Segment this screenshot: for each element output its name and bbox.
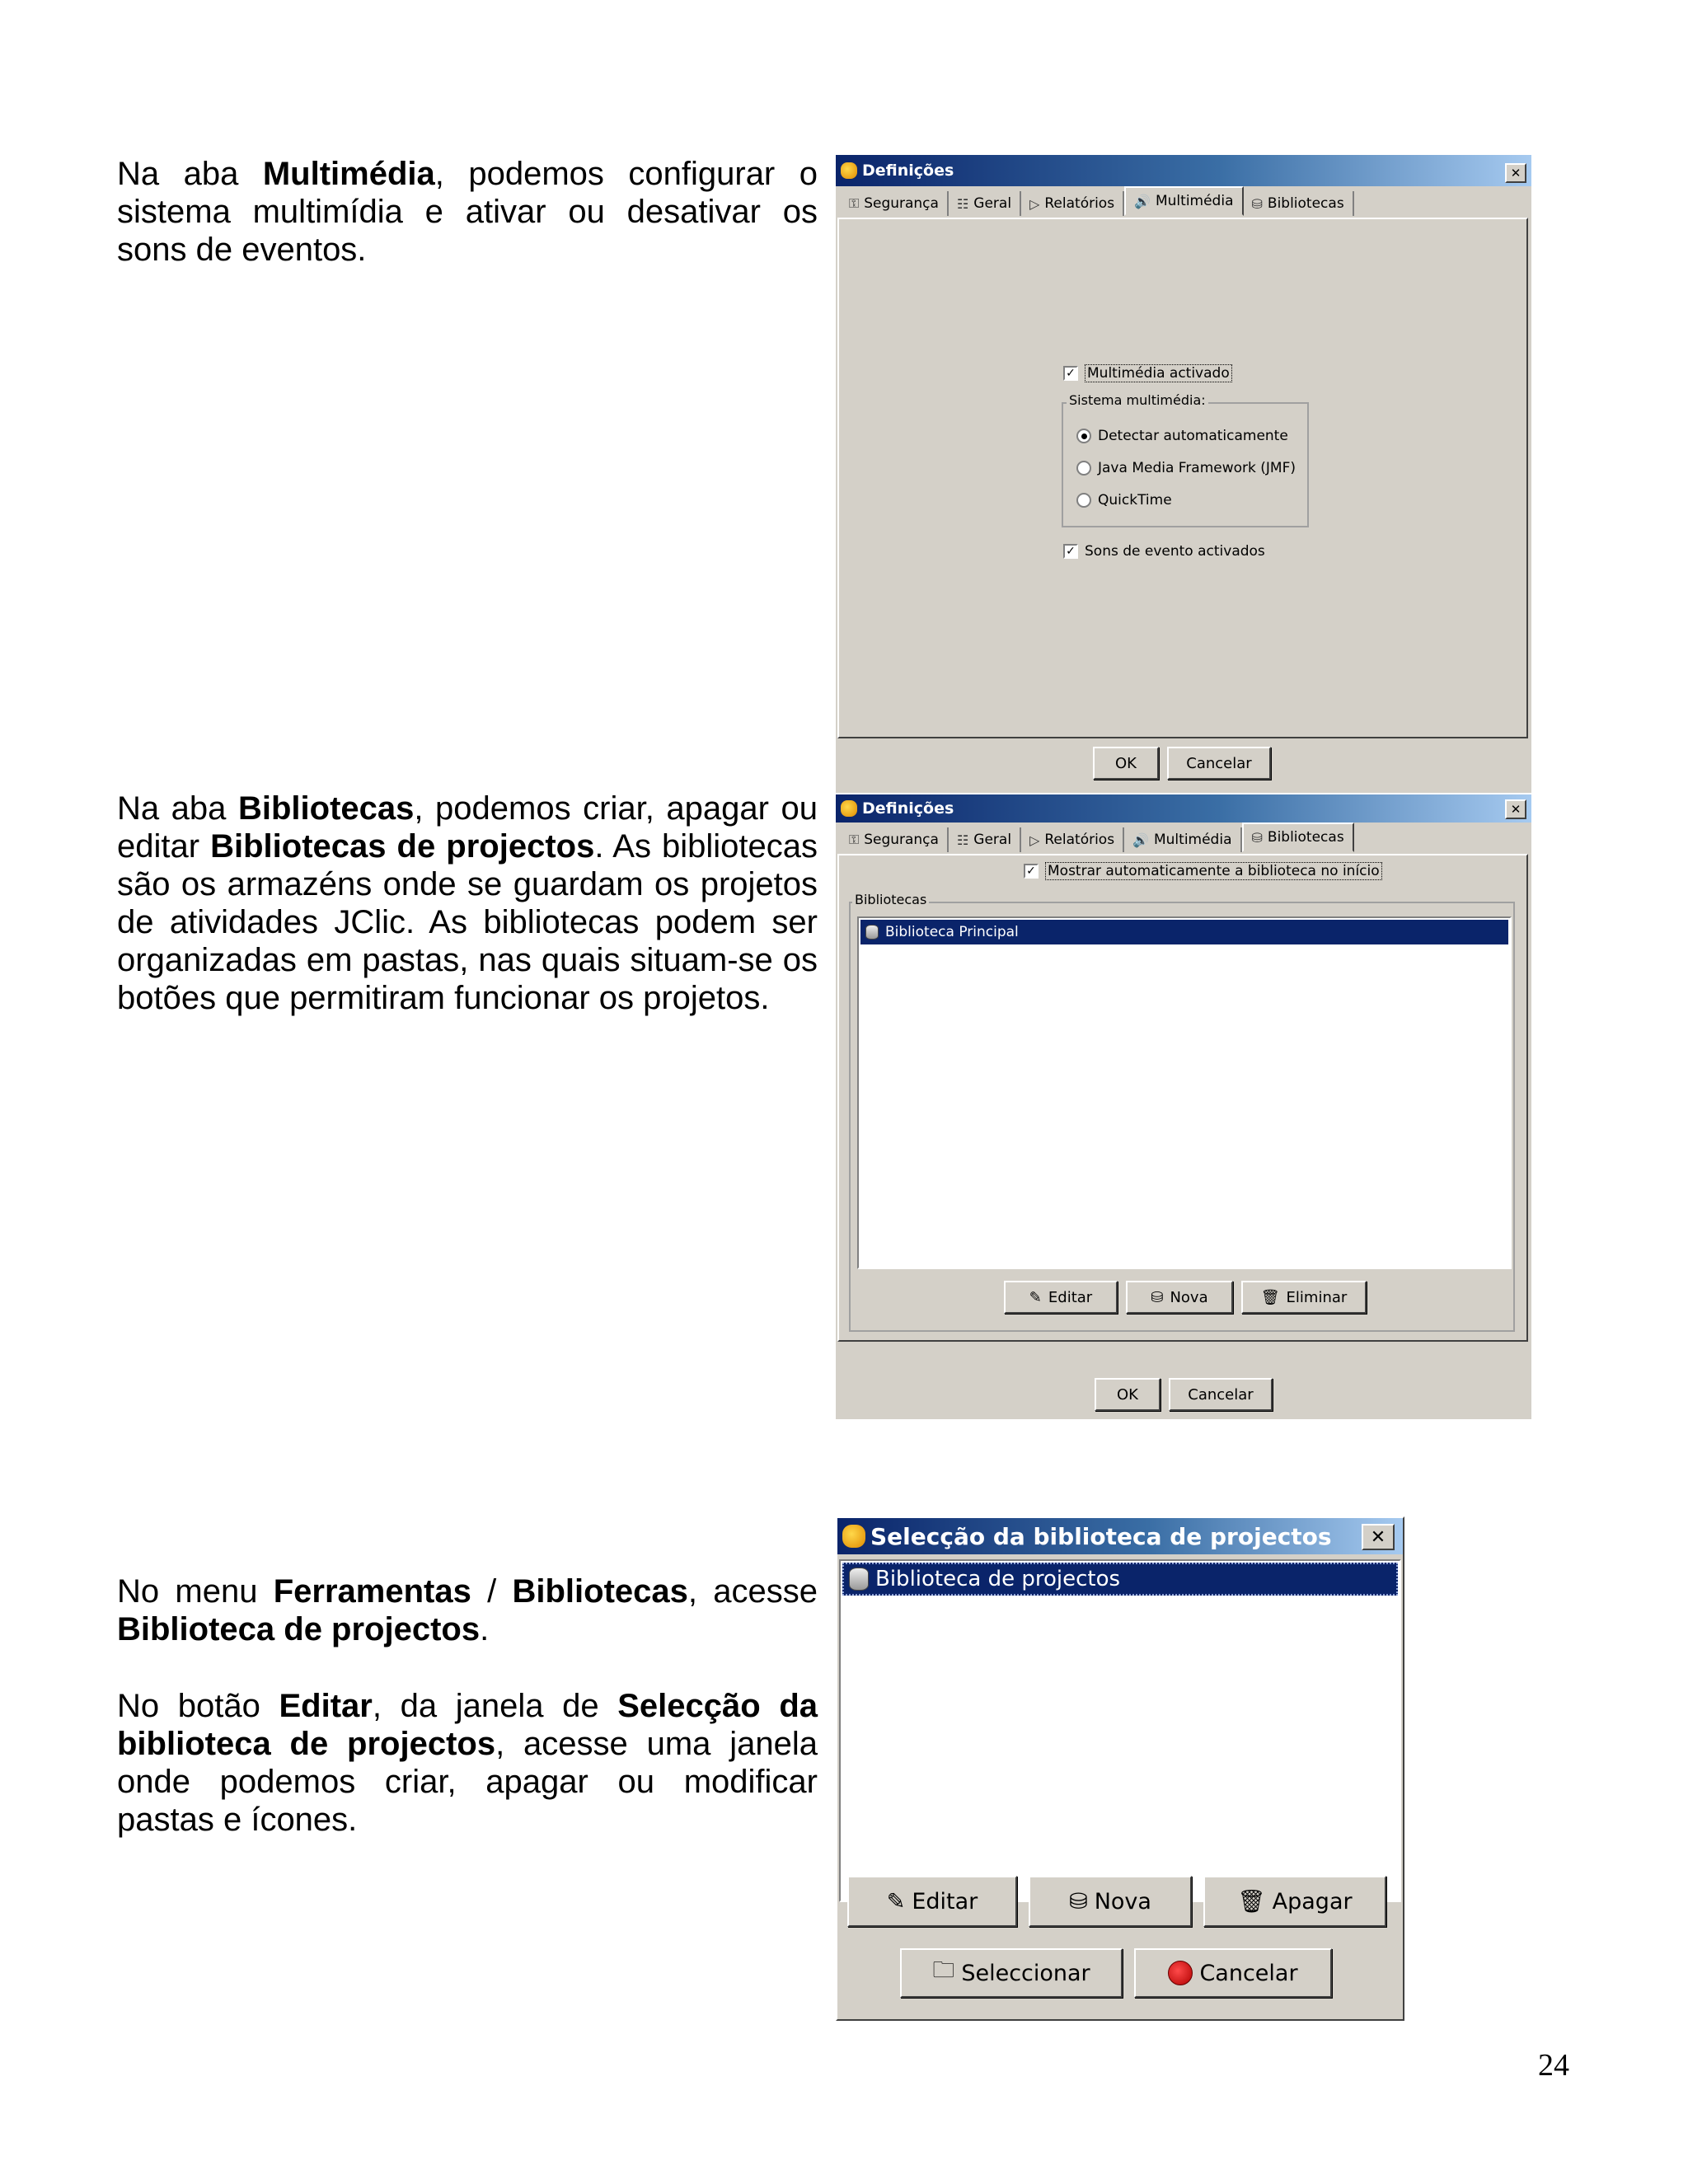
new-database-icon: ⛁ <box>1151 1288 1164 1306</box>
group-label: Bibliotecas <box>852 892 929 907</box>
ok-button[interactable]: OK <box>1093 747 1159 780</box>
trash-icon: 🗑 <box>1237 1889 1266 1915</box>
dialog-title: Definições <box>862 162 954 180</box>
paragraph-multimedia <box>117 155 818 269</box>
title-bar <box>836 155 1531 186</box>
page-number: 24 <box>1538 2048 1569 2083</box>
cancel-button[interactable]: Cancelar <box>1169 1378 1273 1411</box>
select-button[interactable] <box>900 1948 1123 1998</box>
ok-button[interactable]: OK <box>1095 1378 1160 1411</box>
database-icon: ⛁ <box>1251 829 1263 846</box>
settings-icon: ☷ <box>956 195 969 212</box>
edit-icon: ✎ <box>1029 1288 1042 1306</box>
radio-button[interactable] <box>1076 461 1091 476</box>
tab-relatorios[interactable] <box>1021 827 1124 852</box>
tab-label: Multimédia <box>1153 832 1232 848</box>
report-icon: ▷ <box>1029 195 1040 212</box>
tab-multimedia[interactable] <box>1124 186 1243 216</box>
text: , da janela de <box>372 1688 618 1724</box>
cancel-button[interactable]: Cancelar <box>1167 747 1271 780</box>
stop-icon <box>1168 1961 1193 1985</box>
list-item-label: Biblioteca de projectos <box>875 1567 1121 1591</box>
settings-dialog-libraries <box>836 794 1531 1419</box>
speaker-icon: 🔊 <box>1134 193 1151 209</box>
radio-label: Detectar automaticamente <box>1098 428 1288 444</box>
button-label: Seleccionar <box>961 1960 1090 1986</box>
app-icon <box>841 162 857 179</box>
delete-button[interactable] <box>1241 1281 1367 1314</box>
radio-auto-detect[interactable] <box>1076 428 1288 444</box>
tab-label: Bibliotecas <box>1267 829 1344 846</box>
tab-label: Geral <box>973 195 1012 212</box>
tab-panel <box>837 854 1528 1342</box>
database-icon <box>849 1568 869 1591</box>
bold-text: Bibliotecas <box>512 1573 688 1610</box>
tab-seguranca[interactable] <box>841 827 949 852</box>
text: . As bibliotecas são os armazéns onde se guardam os projetos de atividades JClic. As bibliotecas podem ser organizadas em pastas, nas quais situam-se os botões que permitiram funcionar os projetos. <box>117 828 818 1016</box>
delete-button[interactable] <box>1203 1876 1386 1927</box>
bold-text: Ferramentas <box>273 1573 471 1610</box>
list-item[interactable] <box>860 920 1508 944</box>
bold-text: Editar <box>279 1688 373 1724</box>
projects-library-list[interactable] <box>839 1559 1401 1902</box>
text: , podemos configurar o sistema multimídia e ativar ou desativar os sons de eventos. <box>117 156 818 268</box>
close-button[interactable]: ✕ <box>1362 1524 1395 1550</box>
radio-button[interactable] <box>1076 493 1091 508</box>
tab-bibliotecas[interactable] <box>1244 191 1354 216</box>
app-icon <box>841 800 857 817</box>
text: . <box>480 1611 490 1647</box>
text: / <box>471 1573 513 1610</box>
text: Na aba <box>117 156 263 192</box>
tab-label: Geral <box>973 832 1012 848</box>
tab-label: Segurança <box>864 195 939 212</box>
show-auto-checkbox[interactable] <box>1024 862 1382 880</box>
tab-multimedia[interactable] <box>1124 827 1241 852</box>
new-button[interactable] <box>1029 1876 1192 1927</box>
radio-quicktime[interactable] <box>1076 492 1172 509</box>
new-button[interactable] <box>1126 1281 1233 1314</box>
edit-icon: ✎ <box>886 1888 906 1915</box>
bold-text: Bibliotecas <box>237 790 415 827</box>
tab-bar <box>841 191 1354 216</box>
close-button[interactable]: ✕ <box>1505 799 1526 819</box>
event-sounds-checkbox[interactable] <box>1063 543 1265 560</box>
tab-panel <box>837 218 1528 738</box>
tab-label: Segurança <box>864 832 939 848</box>
settings-dialog-multimedia <box>836 155 1531 793</box>
text: No botão <box>117 1688 279 1724</box>
paragraph-edit-button <box>117 1687 818 1839</box>
new-database-icon: ⛁ <box>1069 1888 1088 1915</box>
checkbox-label: Sons de evento activados <box>1085 543 1265 560</box>
bold-text: Selecção da biblioteca de projectos <box>117 1688 818 1762</box>
text: , podemos criar, apagar ou editar <box>117 790 818 865</box>
paragraph-tools-menu <box>117 1572 818 1648</box>
checkbox[interactable]: ✓ <box>1063 544 1078 559</box>
checkbox[interactable]: ✓ <box>1024 864 1039 879</box>
checkbox[interactable]: ✓ <box>1063 366 1078 381</box>
dialog-title: Definições <box>862 799 954 818</box>
tab-geral[interactable] <box>949 191 1021 216</box>
folder-select-icon: 🗀 <box>932 1957 955 1983</box>
tab-seguranca[interactable] <box>841 191 949 216</box>
database-icon <box>865 925 879 940</box>
button-label: Nova <box>1170 1288 1208 1306</box>
button-label: Editar <box>1048 1288 1093 1306</box>
title-bar <box>836 794 1531 823</box>
bold-text: Bibliotecas de projectos <box>210 828 595 865</box>
tab-bibliotecas[interactable] <box>1242 823 1354 852</box>
button-label: Apagar <box>1272 1888 1353 1915</box>
database-icon: ⛁ <box>1251 195 1263 212</box>
button-label: Editar <box>912 1888 978 1915</box>
multimedia-enabled-checkbox[interactable] <box>1063 364 1232 382</box>
tab-geral[interactable] <box>949 827 1021 852</box>
checkbox-label: Multimédia activado <box>1085 364 1232 382</box>
bold-text: Multimédia <box>262 156 435 192</box>
libraries-list[interactable] <box>857 916 1512 1269</box>
text: , acesse <box>687 1573 818 1610</box>
radio-label: QuickTime <box>1098 492 1172 509</box>
text: , acesse uma janela onde podemos criar, apagar ou modificar pastas e ícones. <box>117 1726 818 1838</box>
button-label: Nova <box>1094 1888 1151 1915</box>
dialog-title: Selecção da biblioteca de projectos <box>870 1522 1332 1550</box>
group-label: Sistema multimédia: <box>1067 392 1208 408</box>
button-label: Cancelar <box>1199 1960 1298 1986</box>
tab-label: Relatórios <box>1044 195 1115 212</box>
tab-label: Relatórios <box>1044 832 1115 848</box>
text: Na aba <box>117 790 238 827</box>
radio-jmf[interactable] <box>1076 460 1296 476</box>
bold-text: Biblioteca de projectos <box>117 1611 481 1647</box>
key-icon: ⚿ <box>849 195 860 211</box>
radio-label: Java Media Framework (JMF) <box>1098 460 1296 476</box>
key-icon: ⚿ <box>849 832 860 847</box>
edit-button[interactable] <box>847 1876 1017 1927</box>
paragraph-libraries <box>117 790 818 1017</box>
title-bar <box>837 1518 1403 1554</box>
list-item-label: Biblioteca Principal <box>885 924 1019 940</box>
settings-icon: ☷ <box>956 832 969 848</box>
report-icon: ▷ <box>1029 832 1040 848</box>
tab-bar <box>841 827 1354 852</box>
text: No menu <box>117 1573 274 1610</box>
button-label: Eliminar <box>1286 1288 1348 1306</box>
library-selection-dialog <box>836 1516 1404 2021</box>
cancel-button[interactable] <box>1134 1948 1332 1998</box>
radio-button[interactable] <box>1076 429 1091 443</box>
tab-label: Multimédia <box>1155 193 1234 209</box>
speaker-icon: 🔊 <box>1132 832 1149 848</box>
edit-button[interactable] <box>1004 1281 1118 1314</box>
trash-icon: 🗑 <box>1260 1288 1280 1306</box>
checkbox-label: Mostrar automaticamente a biblioteca no início <box>1045 862 1382 880</box>
tab-relatorios[interactable] <box>1021 191 1124 216</box>
tab-label: Bibliotecas <box>1267 195 1344 212</box>
app-icon <box>842 1525 865 1548</box>
list-item[interactable] <box>842 1563 1398 1596</box>
close-button[interactable]: ✕ <box>1505 163 1526 183</box>
